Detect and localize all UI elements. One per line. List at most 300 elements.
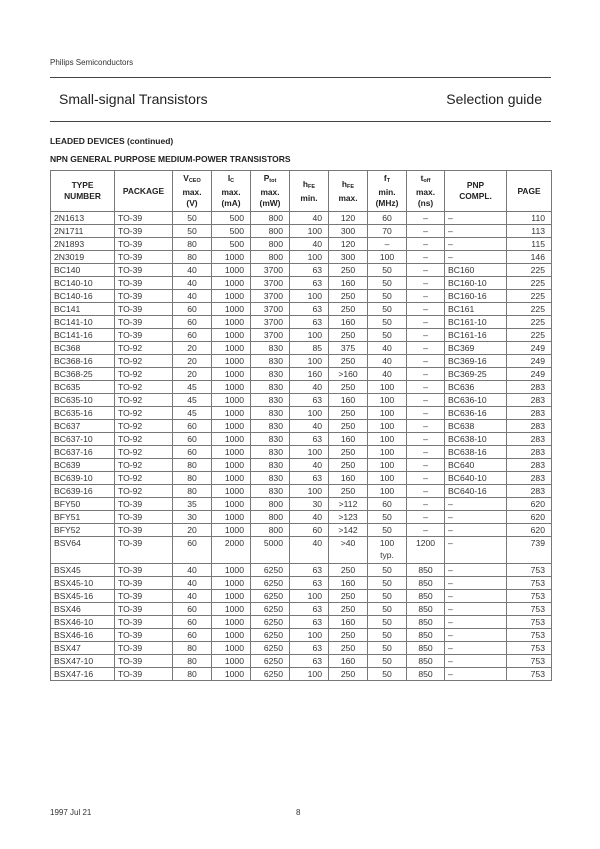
cell-hfe-max: 250	[329, 381, 368, 394]
cell-page: 283	[507, 420, 552, 433]
cell-ic: 1000	[212, 355, 251, 368]
cell-ft: 100	[368, 407, 407, 420]
cell-hfe-min: 40	[290, 238, 329, 251]
cell-hfe-max: 250	[329, 564, 368, 577]
cell-ft: 60	[368, 212, 407, 225]
cell-pnp-compl: –	[445, 212, 507, 225]
cell-vceo: 20	[173, 524, 212, 537]
table-row	[51, 459, 552, 472]
cell-toff: 850	[407, 577, 445, 590]
cell-hfe-max: 250	[329, 446, 368, 459]
cell-type-number: BSX46-10	[51, 616, 115, 629]
cell-toff: –	[407, 355, 445, 368]
cell-vceo: 40	[173, 564, 212, 577]
cell-pnp-compl: –	[445, 511, 507, 524]
document-title: Small-signal Transistors	[59, 91, 208, 107]
cell-package: TO-92	[115, 485, 173, 498]
cell-toff: 850	[407, 629, 445, 642]
cell-page: 225	[507, 264, 552, 277]
cell-hfe-max: >112	[329, 498, 368, 511]
cell-vceo: 60	[173, 433, 212, 446]
cell-hfe-max: 160	[329, 472, 368, 485]
cell-hfe-min: 100	[290, 590, 329, 603]
cell-ic: 1000	[212, 381, 251, 394]
cell-page: 225	[507, 329, 552, 342]
table-row	[51, 290, 552, 303]
cell-hfe-min: 100	[290, 485, 329, 498]
cell-hfe-max: 250	[329, 642, 368, 655]
cell-hfe-max: 160	[329, 577, 368, 590]
table-row	[51, 342, 552, 355]
cell-package: TO-39	[115, 564, 173, 577]
cell-ft: 100	[368, 433, 407, 446]
cell-toff: 850	[407, 603, 445, 616]
cell-pnp-compl: –	[445, 564, 507, 577]
col-type-number: TYPE NUMBER	[51, 171, 115, 212]
header-rule-bottom	[50, 121, 551, 122]
cell-hfe-min: 63	[290, 303, 329, 316]
cell-vceo: 60	[173, 537, 212, 564]
cell-hfe-min: 63	[290, 655, 329, 668]
cell-type-number: 2N1613	[51, 212, 115, 225]
cell-ft: 50	[368, 264, 407, 277]
cell-ptot: 830	[251, 433, 290, 446]
cell-vceo: 80	[173, 642, 212, 655]
cell-page: 283	[507, 407, 552, 420]
cell-hfe-min: 63	[290, 616, 329, 629]
cell-type-number: BC368	[51, 342, 115, 355]
cell-vceo: 80	[173, 668, 212, 681]
cell-page: 115	[507, 238, 552, 251]
cell-ptot: 830	[251, 485, 290, 498]
cell-ptot: 6250	[251, 590, 290, 603]
cell-ptot: 800	[251, 238, 290, 251]
cell-pnp-compl: BC369-25	[445, 368, 507, 381]
table-row	[51, 394, 552, 407]
cell-page: 620	[507, 524, 552, 537]
cell-ptot: 3700	[251, 277, 290, 290]
cell-pnp-compl: BC638-16	[445, 446, 507, 459]
cell-package: TO-92	[115, 472, 173, 485]
cell-hfe-min: 100	[290, 329, 329, 342]
cell-ic: 1000	[212, 277, 251, 290]
cell-ft: 40	[368, 355, 407, 368]
cell-package: TO-39	[115, 498, 173, 511]
cell-type-number: BC635	[51, 381, 115, 394]
cell-page: 620	[507, 498, 552, 511]
cell-package: TO-39	[115, 277, 173, 290]
cell-pnp-compl: –	[445, 629, 507, 642]
cell-page: 283	[507, 381, 552, 394]
cell-ptot: 6250	[251, 629, 290, 642]
cell-ptot: 6250	[251, 616, 290, 629]
cell-hfe-max: 160	[329, 655, 368, 668]
cell-ptot: 3700	[251, 264, 290, 277]
cell-ft: 50	[368, 642, 407, 655]
cell-ic: 1000	[212, 577, 251, 590]
cell-ft: 50	[368, 603, 407, 616]
cell-ic: 1000	[212, 511, 251, 524]
table-body	[51, 212, 552, 681]
cell-type-number: BC635-16	[51, 407, 115, 420]
cell-ptot: 3700	[251, 303, 290, 316]
cell-ic: 1000	[212, 446, 251, 459]
cell-page: 283	[507, 433, 552, 446]
cell-toff: –	[407, 290, 445, 303]
cell-toff: 850	[407, 564, 445, 577]
cell-hfe-min: 40	[290, 420, 329, 433]
cell-pnp-compl: BC161	[445, 303, 507, 316]
cell-package: TO-92	[115, 459, 173, 472]
cell-toff: –	[407, 498, 445, 511]
cell-pnp-compl: –	[445, 655, 507, 668]
cell-hfe-max: 300	[329, 251, 368, 264]
cell-ft: 50	[368, 590, 407, 603]
cell-ptot: 6250	[251, 603, 290, 616]
cell-pnp-compl: –	[445, 238, 507, 251]
table-row	[51, 485, 552, 498]
cell-toff: 850	[407, 642, 445, 655]
table-row	[51, 524, 552, 537]
cell-vceo: 80	[173, 472, 212, 485]
cell-package: TO-39	[115, 616, 173, 629]
table-row	[51, 277, 552, 290]
cell-hfe-min: 63	[290, 264, 329, 277]
cell-toff: 850	[407, 616, 445, 629]
footer-page-number: 8	[296, 808, 301, 817]
table-row	[51, 498, 552, 511]
cell-ptot: 6250	[251, 642, 290, 655]
cell-package: TO-39	[115, 603, 173, 616]
cell-toff: –	[407, 381, 445, 394]
cell-type-number: BSX47	[51, 642, 115, 655]
col-ptot: Ptot max. (mW)	[251, 171, 290, 212]
cell-ft: 50	[368, 577, 407, 590]
cell-ft: 50	[368, 329, 407, 342]
cell-ft: 50	[368, 316, 407, 329]
cell-hfe-max: 160	[329, 394, 368, 407]
cell-package: TO-92	[115, 355, 173, 368]
cell-hfe-min: 100	[290, 629, 329, 642]
cell-hfe-max: 250	[329, 668, 368, 681]
cell-pnp-compl: –	[445, 537, 507, 564]
cell-hfe-max: 375	[329, 342, 368, 355]
cell-vceo: 40	[173, 290, 212, 303]
cell-pnp-compl: BC161-16	[445, 329, 507, 342]
transistor-table-container	[50, 170, 552, 681]
table-row	[51, 616, 552, 629]
col-page: PAGE	[507, 171, 552, 212]
cell-page: 283	[507, 459, 552, 472]
subsection-heading: NPN GENERAL PURPOSE MEDIUM-POWER TRANSISTORS	[50, 154, 291, 164]
cell-toff: –	[407, 394, 445, 407]
table-row	[51, 225, 552, 238]
cell-type-number: BC635-10	[51, 394, 115, 407]
cell-package: TO-39	[115, 524, 173, 537]
cell-vceo: 80	[173, 655, 212, 668]
table-row	[51, 212, 552, 225]
col-hfe-max: hFE max.	[329, 171, 368, 212]
cell-hfe-min: 160	[290, 368, 329, 381]
cell-ic: 1000	[212, 590, 251, 603]
cell-vceo: 60	[173, 420, 212, 433]
table-row	[51, 303, 552, 316]
cell-ft: 100	[368, 472, 407, 485]
cell-hfe-min: 63	[290, 564, 329, 577]
cell-ptot: 830	[251, 446, 290, 459]
cell-ft: 50	[368, 655, 407, 668]
cell-vceo: 40	[173, 277, 212, 290]
cell-ft: 50	[368, 564, 407, 577]
cell-pnp-compl: –	[445, 225, 507, 238]
cell-hfe-min: 100	[290, 251, 329, 264]
cell-toff: –	[407, 277, 445, 290]
cell-toff: –	[407, 238, 445, 251]
cell-ic: 500	[212, 238, 251, 251]
table-row	[51, 511, 552, 524]
cell-toff: 850	[407, 668, 445, 681]
document-type: Selection guide	[446, 91, 542, 107]
cell-ft: 50	[368, 277, 407, 290]
cell-page: 283	[507, 446, 552, 459]
cell-pnp-compl: –	[445, 524, 507, 537]
cell-ic: 1000	[212, 368, 251, 381]
cell-type-number: BSX46-16	[51, 629, 115, 642]
transistor-selection-table	[50, 170, 552, 681]
cell-vceo: 40	[173, 577, 212, 590]
cell-hfe-max: >40	[329, 537, 368, 564]
cell-vceo: 20	[173, 368, 212, 381]
cell-ft: 50	[368, 511, 407, 524]
cell-ic: 1000	[212, 251, 251, 264]
cell-page: 113	[507, 225, 552, 238]
col-hfe-min: hFE min.	[290, 171, 329, 212]
cell-ic: 1000	[212, 524, 251, 537]
cell-hfe-min: 40	[290, 459, 329, 472]
cell-pnp-compl: –	[445, 642, 507, 655]
cell-ft: 50	[368, 303, 407, 316]
cell-hfe-max: >142	[329, 524, 368, 537]
table-row	[51, 590, 552, 603]
cell-ft: 100	[368, 251, 407, 264]
cell-package: TO-92	[115, 368, 173, 381]
cell-type-number: BC140	[51, 264, 115, 277]
cell-hfe-min: 100	[290, 355, 329, 368]
cell-vceo: 40	[173, 590, 212, 603]
cell-ptot: 830	[251, 420, 290, 433]
cell-page: 753	[507, 655, 552, 668]
cell-ic: 1000	[212, 642, 251, 655]
cell-vceo: 80	[173, 238, 212, 251]
cell-hfe-min: 100	[290, 225, 329, 238]
cell-ptot: 800	[251, 251, 290, 264]
cell-ic: 2000	[212, 537, 251, 564]
cell-pnp-compl: –	[445, 498, 507, 511]
cell-pnp-compl: –	[445, 668, 507, 681]
cell-ic: 500	[212, 212, 251, 225]
cell-pnp-compl: –	[445, 590, 507, 603]
cell-toff: –	[407, 485, 445, 498]
cell-page: 753	[507, 668, 552, 681]
cell-vceo: 60	[173, 316, 212, 329]
cell-hfe-max: 250	[329, 420, 368, 433]
cell-page: 739	[507, 537, 552, 564]
cell-hfe-max: 250	[329, 485, 368, 498]
cell-hfe-max: 120	[329, 212, 368, 225]
cell-type-number: BSX46	[51, 603, 115, 616]
cell-ic: 1000	[212, 433, 251, 446]
cell-ic: 1000	[212, 498, 251, 511]
cell-package: TO-92	[115, 394, 173, 407]
cell-hfe-min: 63	[290, 394, 329, 407]
cell-ptot: 800	[251, 511, 290, 524]
cell-hfe-max: 250	[329, 303, 368, 316]
cell-hfe-min: 40	[290, 212, 329, 225]
cell-ptot: 830	[251, 355, 290, 368]
cell-page: 146	[507, 251, 552, 264]
cell-pnp-compl: BC640	[445, 459, 507, 472]
cell-vceo: 60	[173, 303, 212, 316]
cell-vceo: 45	[173, 407, 212, 420]
cell-toff: –	[407, 212, 445, 225]
cell-package: TO-92	[115, 446, 173, 459]
cell-ic: 1000	[212, 420, 251, 433]
cell-vceo: 50	[173, 212, 212, 225]
table-row	[51, 355, 552, 368]
cell-pnp-compl: –	[445, 251, 507, 264]
cell-ic: 1000	[212, 303, 251, 316]
cell-package: TO-39	[115, 264, 173, 277]
cell-ptot: 800	[251, 225, 290, 238]
cell-package: TO-39	[115, 577, 173, 590]
cell-toff: –	[407, 251, 445, 264]
cell-pnp-compl: BC369	[445, 342, 507, 355]
table-row	[51, 668, 552, 681]
cell-hfe-min: 100	[290, 290, 329, 303]
cell-ptot: 800	[251, 212, 290, 225]
cell-pnp-compl: BC640-10	[445, 472, 507, 485]
cell-pnp-compl: BC160-10	[445, 277, 507, 290]
cell-ptot: 800	[251, 524, 290, 537]
cell-package: TO-39	[115, 590, 173, 603]
cell-package: TO-39	[115, 303, 173, 316]
cell-type-number: BC368-16	[51, 355, 115, 368]
cell-hfe-max: 160	[329, 277, 368, 290]
cell-vceo: 80	[173, 459, 212, 472]
cell-vceo: 20	[173, 342, 212, 355]
cell-type-number: BSX47-10	[51, 655, 115, 668]
cell-ft: 50	[368, 290, 407, 303]
cell-hfe-max: 160	[329, 316, 368, 329]
cell-type-number: BFY52	[51, 524, 115, 537]
cell-hfe-min: 63	[290, 472, 329, 485]
cell-page: 620	[507, 511, 552, 524]
cell-ft: 40	[368, 368, 407, 381]
cell-type-number: 2N1893	[51, 238, 115, 251]
cell-type-number: BSX45-10	[51, 577, 115, 590]
cell-vceo: 80	[173, 251, 212, 264]
cell-hfe-max: 250	[329, 355, 368, 368]
cell-ft: 100	[368, 446, 407, 459]
cell-ft: 50	[368, 524, 407, 537]
cell-hfe-min: 63	[290, 642, 329, 655]
table-row	[51, 407, 552, 420]
table-row	[51, 433, 552, 446]
cell-vceo: 60	[173, 616, 212, 629]
cell-pnp-compl: BC636-16	[445, 407, 507, 420]
table-row	[51, 642, 552, 655]
cell-package: TO-92	[115, 407, 173, 420]
cell-ic: 1000	[212, 407, 251, 420]
cell-ic: 1000	[212, 603, 251, 616]
cell-ptot: 6250	[251, 668, 290, 681]
cell-ft: 100 typ.	[368, 537, 407, 564]
cell-vceo: 35	[173, 498, 212, 511]
col-ft: fT min. (MHz)	[368, 171, 407, 212]
cell-page: 283	[507, 485, 552, 498]
col-toff: toff max. (ns)	[407, 171, 445, 212]
cell-ft: 100	[368, 420, 407, 433]
cell-hfe-min: 30	[290, 498, 329, 511]
cell-ic: 1000	[212, 668, 251, 681]
cell-type-number: BC639-16	[51, 485, 115, 498]
cell-hfe-min: 63	[290, 577, 329, 590]
cell-type-number: BC639	[51, 459, 115, 472]
cell-ptot: 3700	[251, 329, 290, 342]
cell-pnp-compl: BC160	[445, 264, 507, 277]
cell-toff: –	[407, 316, 445, 329]
table-row	[51, 264, 552, 277]
cell-vceo: 60	[173, 629, 212, 642]
cell-vceo: 40	[173, 264, 212, 277]
cell-ptot: 6250	[251, 655, 290, 668]
cell-page: 753	[507, 577, 552, 590]
cell-hfe-max: 250	[329, 629, 368, 642]
cell-vceo: 60	[173, 603, 212, 616]
cell-ptot: 830	[251, 342, 290, 355]
cell-toff: –	[407, 511, 445, 524]
cell-type-number: BC141-16	[51, 329, 115, 342]
cell-toff: –	[407, 472, 445, 485]
company-name: Philips Semiconductors	[50, 58, 134, 67]
cell-hfe-max: 250	[329, 603, 368, 616]
cell-ic: 500	[212, 225, 251, 238]
cell-hfe-min: 40	[290, 511, 329, 524]
cell-page: 249	[507, 355, 552, 368]
cell-package: TO-39	[115, 642, 173, 655]
cell-package: TO-39	[115, 238, 173, 251]
cell-toff: –	[407, 524, 445, 537]
cell-page: 249	[507, 342, 552, 355]
cell-hfe-min: 40	[290, 537, 329, 564]
cell-type-number: BSX45-16	[51, 590, 115, 603]
cell-pnp-compl: BC640-16	[445, 485, 507, 498]
table-row	[51, 420, 552, 433]
cell-pnp-compl: –	[445, 616, 507, 629]
cell-type-number: BC637-16	[51, 446, 115, 459]
cell-hfe-max: 250	[329, 459, 368, 472]
cell-hfe-min: 100	[290, 407, 329, 420]
cell-package: TO-39	[115, 290, 173, 303]
cell-toff: –	[407, 225, 445, 238]
cell-pnp-compl: BC636-10	[445, 394, 507, 407]
cell-ptot: 830	[251, 394, 290, 407]
cell-ptot: 5000	[251, 537, 290, 564]
cell-ft: –	[368, 238, 407, 251]
table-header-row	[51, 171, 552, 212]
table-row	[51, 603, 552, 616]
cell-type-number: 2N3019	[51, 251, 115, 264]
